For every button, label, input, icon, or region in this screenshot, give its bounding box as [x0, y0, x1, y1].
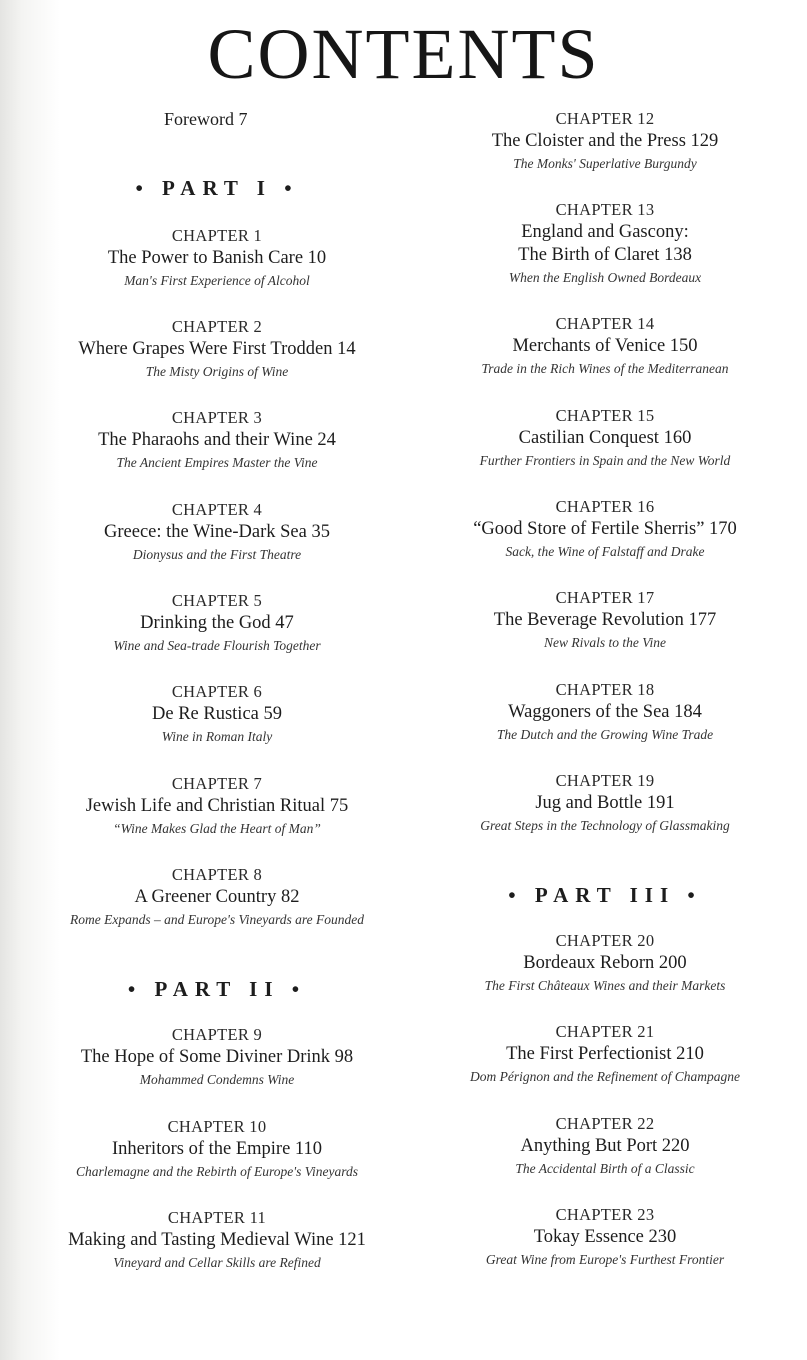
- chapter-label: CHAPTER 12: [555, 109, 655, 128]
- chapter-label: CHAPTER 19: [555, 771, 655, 790]
- chapter-2-entry[interactable]: [42, 316, 392, 383]
- chapter-title: The First Perfectionist 210: [506, 1044, 704, 1064]
- chapter-title: A Greener Country 82: [134, 887, 300, 907]
- chapter-subtitle: The Misty Origins of Wine: [145, 364, 289, 379]
- chapter-title: The Beverage Revolution 177: [493, 610, 717, 630]
- chapter-subtitle: Further Frontiers in Spain and the New World: [479, 453, 731, 468]
- chapter-title: Tokay Essence 230: [533, 1227, 677, 1247]
- part-1-heading: • PART I •: [135, 176, 299, 200]
- chapter-11-entry[interactable]: [42, 1207, 392, 1274]
- chapter-subtitle: Wine and Sea-trade Flourish Together: [113, 638, 321, 653]
- chapter-title: The Cloister and the Press 129: [491, 131, 719, 151]
- chapter-title: Bordeaux Reborn 200: [523, 953, 687, 973]
- chapter-7-entry[interactable]: [42, 773, 392, 840]
- part-2-heading: • PART II •: [127, 977, 307, 1001]
- chapter-subtitle: Dom Pérignon and the Refinement of Champagne: [470, 1069, 740, 1084]
- chapter-label: CHAPTER 11: [167, 1208, 267, 1227]
- chapter-title: England and Gascony:: [521, 222, 689, 242]
- chapter-4-entry[interactable]: [42, 499, 392, 566]
- chapter-subtitle: The Accidental Birth of a Classic: [515, 1161, 695, 1176]
- chapter-subtitle: Great Wine from Europe's Furthest Frontier: [485, 1252, 725, 1267]
- chapter-9-entry[interactable]: [42, 1024, 392, 1091]
- chapter-subtitle: The Ancient Empires Master the Vine: [116, 455, 318, 470]
- chapter-label: CHAPTER 10: [167, 1117, 267, 1136]
- chapter-title: Castilian Conquest 160: [518, 428, 692, 448]
- chapter-title: The Power to Banish Care 10: [107, 248, 327, 268]
- chapter-label: CHAPTER 2: [171, 317, 263, 336]
- chapter-title: The Pharaohs and their Wine 24: [98, 430, 336, 450]
- chapter-6-entry[interactable]: [42, 681, 392, 748]
- chapter-subtitle: Dionysus and the First Theatre: [132, 547, 302, 562]
- chapter-subtitle: Mohammed Condemns Wine: [139, 1072, 295, 1087]
- chapter-label: CHAPTER 17: [555, 588, 655, 607]
- page-title: CONTENTS: [207, 14, 600, 94]
- chapter-subtitle: Vineyard and Cellar Skills are Refined: [113, 1255, 321, 1270]
- chapter-label: CHAPTER 21: [555, 1022, 655, 1041]
- chapter-title: Inheritors of the Empire 110: [112, 1139, 322, 1159]
- chapter-subtitle: Charlemagne and the Rebirth of Europe's Vineyards: [75, 1164, 359, 1179]
- chapter-title: De Re Rustica 59: [152, 704, 282, 724]
- chapter-title: Jewish Life and Christian Ritual 75: [85, 796, 349, 816]
- chapter-label: CHAPTER 13: [555, 200, 655, 219]
- chapter-title: Jug and Bottle 191: [535, 793, 675, 813]
- chapter-label: CHAPTER 5: [171, 591, 263, 610]
- chapter-label: CHAPTER 9: [171, 1025, 263, 1044]
- chapter-title: Making and Tasting Medieval Wine 121: [68, 1230, 366, 1250]
- chapter-label: CHAPTER 23: [555, 1205, 655, 1224]
- chapter-13-entry[interactable]: [430, 199, 780, 289]
- chapter-label: CHAPTER 1: [171, 226, 263, 245]
- chapter-label: CHAPTER 16: [555, 497, 655, 516]
- chapter-18-entry[interactable]: [430, 679, 780, 746]
- chapter-10-entry[interactable]: [42, 1116, 392, 1183]
- chapter-title: Merchants of Venice 150: [512, 336, 698, 356]
- chapter-21-entry[interactable]: [430, 1021, 780, 1088]
- chapter-5-entry[interactable]: [42, 590, 392, 657]
- chapter-20-entry[interactable]: [430, 930, 780, 997]
- chapter-14-entry[interactable]: [430, 313, 780, 380]
- chapter-label: CHAPTER 7: [171, 774, 263, 793]
- chapter-subtitle: “Wine Makes Glad the Heart of Man”: [113, 821, 321, 836]
- chapter-subtitle: Rome Expands – and Europe's Vineyards are Founded: [70, 912, 364, 927]
- chapter-label: CHAPTER 15: [555, 406, 655, 425]
- chapter-subtitle: New Rivals to the Vine: [544, 635, 666, 650]
- chapter-1-entry[interactable]: [42, 225, 392, 292]
- chapter-3-entry[interactable]: [42, 407, 392, 474]
- chapter-label: CHAPTER 18: [555, 680, 655, 699]
- chapter-17-entry[interactable]: [430, 587, 780, 654]
- chapter-title: Anything But Port 220: [520, 1136, 690, 1156]
- chapter-label: CHAPTER 8: [171, 865, 263, 884]
- chapter-23-entry[interactable]: [430, 1204, 780, 1271]
- chapter-subtitle: Trade in the Rich Wines of the Mediterranean: [481, 361, 729, 376]
- chapter-label: CHAPTER 20: [555, 931, 655, 950]
- chapter-label: CHAPTER 4: [171, 500, 263, 519]
- chapter-subtitle: Man's First Experience of Alcohol: [124, 273, 310, 288]
- chapter-title-line-2: The Birth of Claret 138: [518, 245, 692, 265]
- chapter-16-entry[interactable]: [430, 496, 780, 563]
- chapter-subtitle: When the English Owned Bordeaux: [508, 270, 702, 285]
- chapter-22-entry[interactable]: [430, 1113, 780, 1180]
- chapter-title: Drinking the God 47: [140, 613, 294, 633]
- chapter-subtitle: The Dutch and the Growing Wine Trade: [496, 727, 714, 742]
- chapter-label: CHAPTER 22: [555, 1114, 655, 1133]
- chapter-8-entry[interactable]: [42, 864, 392, 931]
- chapter-subtitle: Sack, the Wine of Falstaff and Drake: [505, 544, 705, 559]
- part-3-heading: • PART III •: [508, 883, 702, 907]
- chapter-title: Greece: the Wine-Dark Sea 35: [104, 522, 330, 542]
- chapter-label: CHAPTER 3: [171, 408, 263, 427]
- foreword-entry[interactable]: Foreword 7: [164, 109, 248, 129]
- chapter-subtitle: The Monks' Superlative Burgundy: [513, 156, 697, 171]
- chapter-19-entry[interactable]: [430, 770, 780, 837]
- chapter-subtitle: Wine in Roman Italy: [161, 729, 273, 744]
- chapter-title: “Good Store of Fertile Sherris” 170: [473, 519, 737, 539]
- chapter-title: Where Grapes Were First Trodden 14: [78, 339, 356, 359]
- chapter-subtitle: The First Châteaux Wines and their Markets: [484, 978, 726, 993]
- chapter-12-entry[interactable]: [430, 108, 780, 175]
- chapter-title: Waggoners of the Sea 184: [508, 702, 702, 722]
- chapter-label: CHAPTER 14: [555, 314, 655, 333]
- chapter-label: CHAPTER 6: [171, 682, 263, 701]
- chapter-title: The Hope of Some Diviner Drink 98: [80, 1047, 354, 1067]
- chapter-subtitle: Great Steps in the Technology of Glassmaking: [480, 818, 730, 833]
- chapter-15-entry[interactable]: [430, 405, 780, 472]
